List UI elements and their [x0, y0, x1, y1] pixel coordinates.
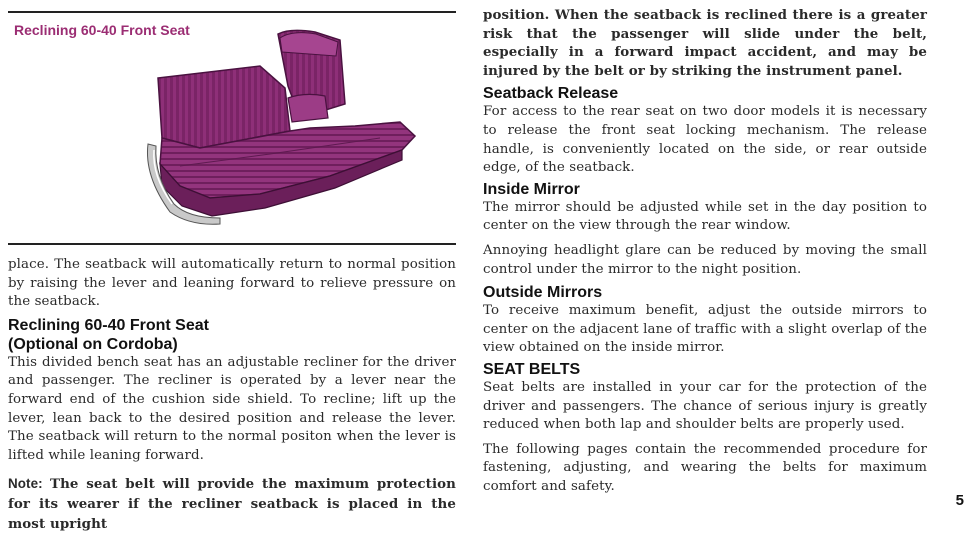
recliner-heading [8, 316, 456, 354]
figure-bottom-rule [8, 243, 456, 245]
figure-caption: Reclining 60-40 Front Seat [14, 22, 190, 38]
seat-belts-heading: SEAT BELTS [483, 360, 581, 378]
seat-belts-body-1: Seat belts are installed in your car for the protection of the driver and passengers. The chance of serious injury is greatly reduced when both lap and shoulder belts are properly used. [483, 379, 927, 433]
seatback-release-heading: Seatback Release [483, 85, 619, 103]
inside-mirror-body-1: The mirror should be adjusted while set in the day position to center on the view through the rear window. [483, 199, 927, 234]
continued-paragraph: place. The seatback will automatically return to normal position by raising the lever and leaning forward to relieve pressure on the seatback. [8, 257, 456, 310]
page-number: 5 [955, 492, 964, 509]
note-label: Note: [8, 476, 43, 492]
recliner-body: This divided bench seat has an adjustable recliner for the driver and passenger. The recliner is operated by a lever near the forward end of the cushion side shield. To recline; lift up the lever, lean back to the desired position and release the lever. The seatback will return to the normal positon when the lever is lifted while leaning forward. [8, 354, 456, 463]
seat-belts-body-2: The following pages contain the recommended procedure for fastening, adjusting, and wearing the belts for maximum comfort and safety. [483, 441, 927, 494]
note-text: The seat belt will provide the maximum protection for its wearer if the recliner seatback is placed in the most upright [8, 476, 456, 532]
recliner-note [8, 475, 456, 534]
left-column [8, 256, 456, 534]
reclining-seat-illustration [140, 26, 445, 236]
seatback-release-body: For access to the rear seat on two door models it is necessary to release the front seat locking mechanism. The release handle, is conveniently located on the side, or rear outside edge, of the seatback. [483, 104, 927, 176]
outside-mirrors-body: To receive maximum benefit, adjust the outside mirrors to center on the adjacent lane of traffic with a slight overlap of the view obtained on the inside mirror. [483, 303, 927, 356]
inside-mirror-body-2: Annoying headlight glare can be reduced by moving the small control under the mirror to the night position. [483, 242, 927, 277]
belt-warning-continuation: position. When the seatback is reclined there is a greater risk that the passenger will slide under the belt, especially in a forward impact accident, and may be injured by the belt or by striking the instrument panel. [483, 7, 927, 79]
recliner-heading-line2: (Optional on Cordoba) [8, 335, 178, 353]
inside-mirror-heading: Inside Mirror [483, 180, 580, 198]
outside-mirrors-heading: Outside Mirrors [483, 284, 603, 302]
recliner-heading-line1: Reclining 60-40 Front Seat [8, 316, 209, 334]
right-column [483, 6, 927, 496]
top-rule-left [8, 11, 456, 13]
